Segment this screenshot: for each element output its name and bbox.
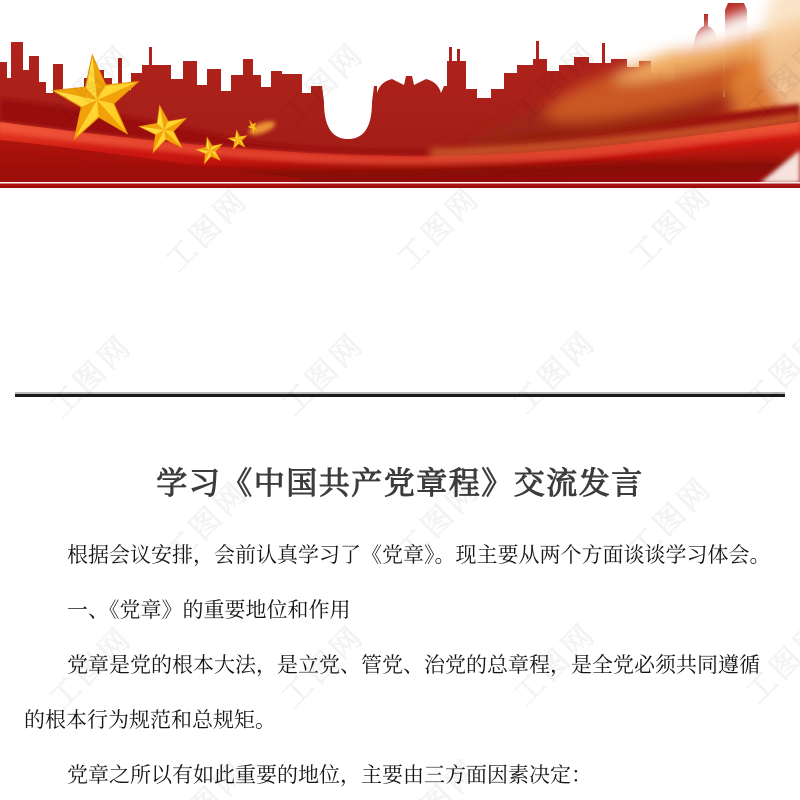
watermark-logo (733, 316, 800, 419)
document-body (24, 528, 790, 800)
page-title: 学习《中国共产党章程》交流发言 (156, 466, 644, 501)
header-separator-line (15, 394, 785, 397)
watermark-logo (501, 318, 604, 421)
party-banner (0, 0, 800, 188)
section-heading-line: 一、《党章》的重要地位和作用 (67, 598, 351, 622)
watermark-logo (153, 176, 256, 279)
banner-graphic (0, 0, 800, 188)
watermark-logo (385, 174, 488, 277)
paragraph-line: 的根本行为规范和总规矩。 (24, 708, 276, 732)
watermark-logo (37, 322, 140, 425)
banner-bottom-line (0, 182, 800, 184)
paragraph-line: 党章之所以有如此重要的地位，主要由三方面因素决定： (67, 763, 592, 787)
paragraph-line: 党章是党的根本大法，是立党、管党、治党的总章程，是全党必须共同遵循 (67, 653, 760, 677)
watermark-logo (269, 320, 372, 423)
paragraph-line: 根据会议安排，会前认真学习了《党章》。现主要从两个方面谈谈学习体会。 (67, 543, 771, 567)
